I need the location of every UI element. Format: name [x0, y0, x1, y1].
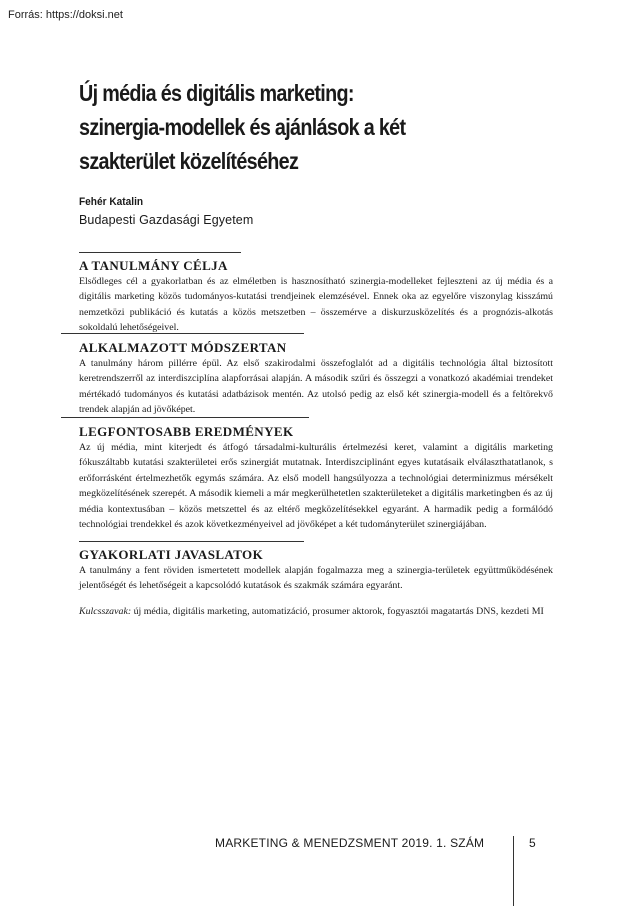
- section-divider: [79, 541, 304, 542]
- section-methodology: [79, 340, 553, 418]
- section-aim: [79, 258, 553, 336]
- author-affiliation: Budapesti Gazdasági Egyetem: [79, 213, 254, 227]
- section-divider: [61, 333, 304, 334]
- keywords-text: új média, digitális marketing, automatizáció, prosumer aktorok, fogyasztói magatartás DNS, kezdeti MI: [131, 606, 544, 617]
- author-name: Fehér Katalin: [79, 196, 144, 208]
- section-heading: ALKALMAZOTT MÓDSZERTAN: [79, 340, 287, 355]
- journal-footer: MARKETING & MENEDZSMENT 2019. 1. SZÁM: [215, 836, 485, 850]
- source-label: Forrás: https://doksi.net: [8, 9, 123, 21]
- footer-divider: [513, 836, 514, 906]
- section-heading: A TANULMÁNY CÉLJA: [79, 258, 228, 273]
- section-results: [79, 424, 553, 532]
- section-recommendations: [79, 547, 553, 594]
- keywords-label: Kulcsszavak:: [79, 606, 132, 617]
- article-title: [79, 76, 492, 178]
- section-divider: [61, 417, 309, 418]
- section-body: A tanulmány a fent röviden ismertetett modellek alapján fogalmazza meg a szinergia-területek együttműködésének jelentőségét és lehetőségeit a kapcsolódó kutatások és szakmák számára egyaránt.: [79, 565, 553, 592]
- section-heading: LEGFONTOSABB EREDMÉNYEK: [79, 424, 294, 439]
- page-number: 5: [529, 836, 536, 850]
- section-body: Az új média, mint kiterjedt és átfogó társadalmi-kulturális értelmezési keret, valamint a digitális marketing fókuszáltabb kutatási szakterületei erős szinergiát mutatnak. Interdiszciplinánt egyes kutatásaik elválaszthatatlanok, s erőforrásként értelmezhetők egymás számára. Az első modell hangsúlyozza a technológiai determinizmus mérsékelt megközelítésének szerepét. A második kiemeli a már megkerülhetetlen szakterületeket a digitális marketingben és az új média kontextusában – közös metszettel és az eltérő megközelítésekkel egyaránt. A harmadik pedig a formálódó technológiai trendekkel és azok következményeivel ad jövőképet a két tudományterület szinergiájában.: [79, 442, 553, 531]
- title-line: szinergia-modellek és ajánlások a két: [79, 114, 406, 140]
- title-line: szakterület közelítéséhez: [79, 148, 299, 174]
- section-body: A tanulmány három pillérre épül. Az első szakirodalmi összefoglalót ad a digitális technológia által biztosított keretrendszerről az interdiszciplína alapforrásai alapján. A második szűri és összegzi a vonatkozó akadémiai trendeket mértékadó tudományos és kutatási adatbázisok mentén. Az utolsó pedig az első két szinergia-modell és a feltörekvő trendek alapján ad jövőképet.: [79, 358, 553, 416]
- title-line: Új média és digitális marketing:: [79, 80, 354, 106]
- section-body: Elsődleges cél a gyakorlatban és az elméletben is hasznosítható szinergia-modelleket fejleszteni az új média és a digitális marketing közös tudományos-kutatási trendjeinek elemzésével. Ennek oka az egyelőre viszonylag kisszámú nemzetközi publikáció és kutatás a közös metszetben – összemérve a diskurzusközelítés és a prognózis-alkotás sokoldalú lehetőségeivel.: [79, 276, 553, 334]
- section-heading: GYAKORLATI JAVASLATOK: [79, 547, 264, 562]
- section-divider: [79, 252, 241, 253]
- keywords: [79, 604, 553, 619]
